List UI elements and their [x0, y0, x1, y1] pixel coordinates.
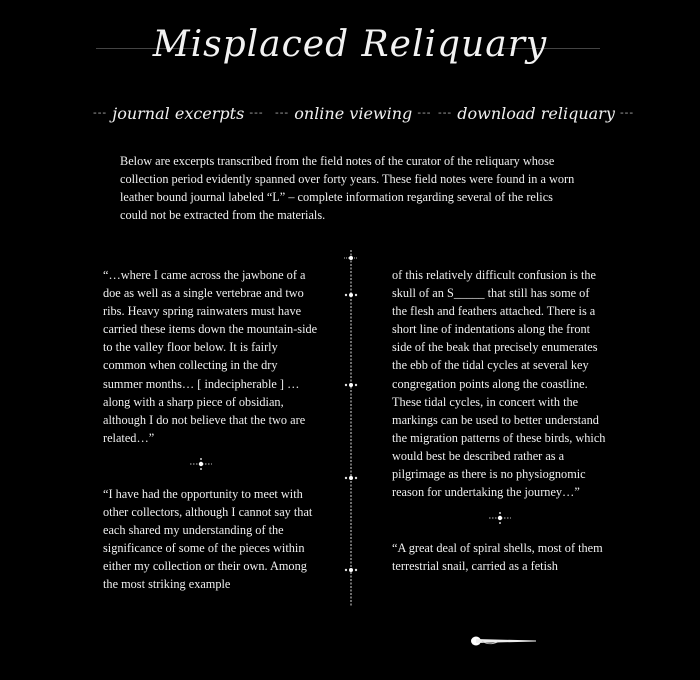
- nav-dash-left: ---: [275, 106, 290, 119]
- site-title: Misplaced Reliquary: [152, 24, 548, 65]
- nav-dash-right: ---: [417, 106, 432, 119]
- nav-dash-left: ---: [438, 106, 453, 119]
- nav-label-online-viewing[interactable]: online viewing: [294, 104, 413, 123]
- nav-journal-excerpts[interactable]: [93, 104, 264, 123]
- excerpt-separator: [103, 447, 318, 485]
- excerpt-jawbone: “…where I came across the jawbone of a doe as well as a single vertebrae and two ribs. Heavy spring rainwaters must have carried these items down the mountain-side to the valley floor below. It is fairly common when collecting in the dry summer months… [ indecipherable ] …along with a sharp piece of obsidian, although I do not believe that the two are related…”: [103, 268, 318, 445]
- nav-online-viewing[interactable]: [275, 104, 432, 123]
- small-dot-ornament-icon: [488, 510, 512, 526]
- nav-dash-left: ---: [93, 106, 108, 119]
- excerpt-shells: “A great deal of spiral shells, most of them terrestrial snail, carried as a fetish: [392, 541, 603, 574]
- nav-label-download-reliquary[interactable]: download reliquary: [457, 104, 615, 123]
- nav-download-reliquary[interactable]: [438, 104, 634, 123]
- excerpt-column-right: [392, 266, 607, 575]
- small-dot-ornament-icon: [189, 456, 213, 472]
- excerpt-skull: of this relatively difficult confusion is the skull of an S_____ that still has some of the flesh and feathers attached. There is a short line of indentations along the front side of the beak that precisely enumerates the ebb of the tidal cycles at several key congregation points along the coastline. These tidal cycles, in concert with the markings can be used to better understand the migration patterns of these birds, which would best be described rather as a pilgrimage as there is no physiognomic reason for undertaking the journey…”: [392, 268, 606, 500]
- nav-dash-right: ---: [619, 106, 635, 119]
- nav-label-journal-excerpts[interactable]: journal excerpts: [112, 104, 245, 123]
- nav-dash-right: ---: [249, 106, 264, 119]
- intro-paragraph: Below are excerpts transcribed from the field notes of the curator of the reliquary whose collection period evidently spanned over forty years. These field notes were found in a worn leather bound journal labeled “L” – complete information regarding several of the relics could not be extracted from the materials.: [120, 154, 575, 222]
- vertical-ornamental-divider: [340, 250, 362, 606]
- pin-end-ornament-icon: [468, 634, 538, 648]
- excerpt-collectors: “I have had the opportunity to meet with other collectors, although I cannot say that each shared my understanding of the significance of some of the pieces within either my collection or their own. Among the most striking example: [103, 486, 313, 592]
- excerpt-column-left: [103, 266, 318, 594]
- main-nav: [0, 104, 700, 128]
- excerpt-separator: [392, 501, 607, 539]
